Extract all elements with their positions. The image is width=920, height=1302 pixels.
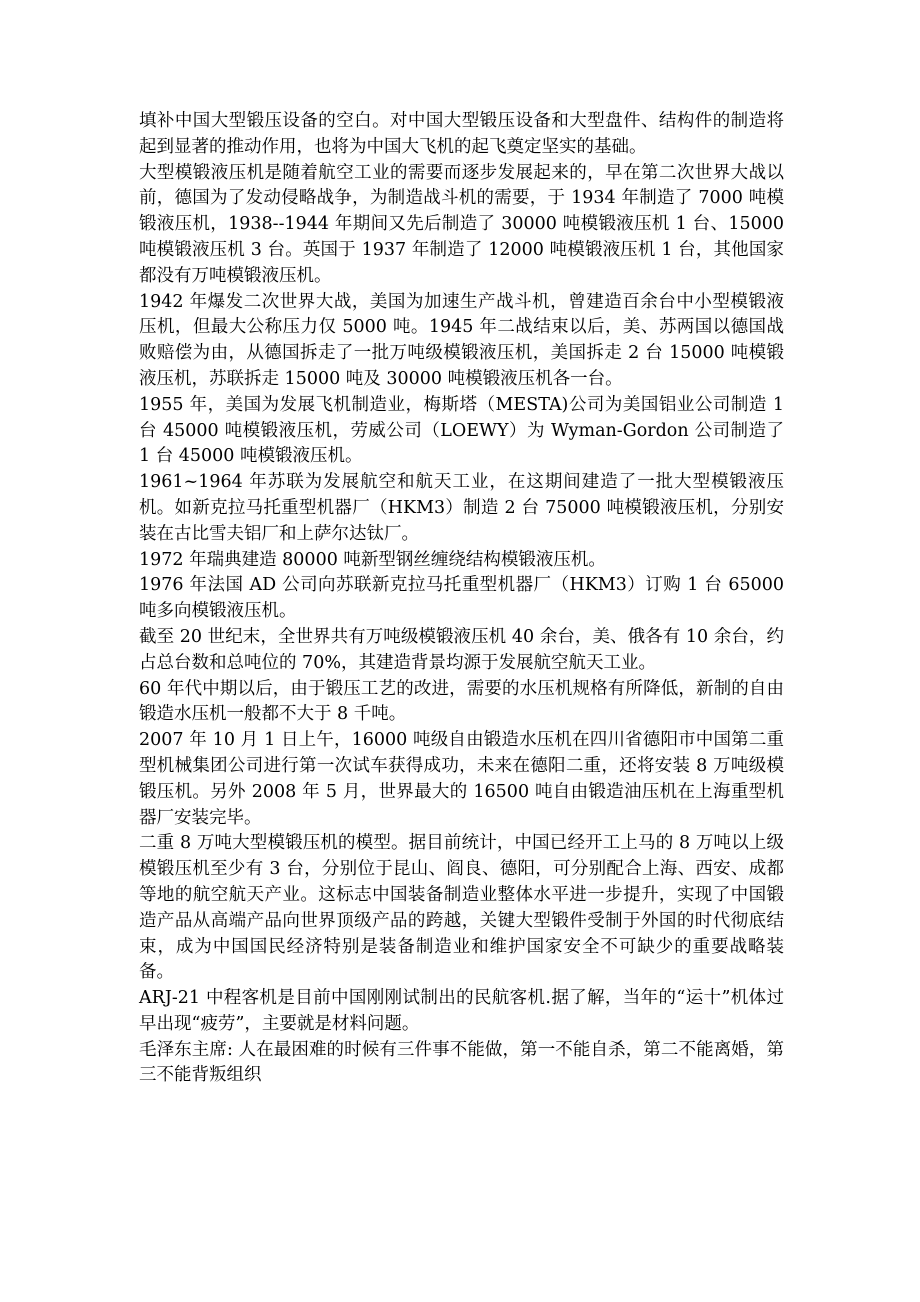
paragraph-6: 1972 年瑞典建造 80000 吨新型钢丝缠绕结构模锻液压机。 [139,549,606,570]
paragraph-1: 填补中国大型锻压设备的空白。对中国大型锻压设备和大型盘件、结构件的制造将起到显著的推动作用，也将为中国大飞机的起飞奠定坚实的基础。 [139,111,784,157]
paragraph-13: 毛泽东主席: 人在最困难的时候有三件事不能做，第一不能自杀，第二不能离婚，第三不能背叛组织 [139,1039,784,1086]
paragraph-7: 1976 年法国 AD 公司向苏联新克拉马托重型机器厂（HKM3）订购 1 台 65000 吨多向模锻液压机。 [139,575,784,622]
paragraph-5: 1961~1964 年苏联为发展航空和航天工业，在这期间建造了一批大型模锻液压机。如新克拉马托重型机器厂（HKM3）制造 2 台 75000 吨模锻液压机，分别安装在古比雪夫铝厂和上萨尔达钛厂。 [139,472,784,544]
paragraph-10: 2007 年 10 月 1 日上午，16000 吨级自由锻造水压机在四川省德阳市中国第二重型机械集团公司进行第一次试车获得成功，未来在德阳二重，还将安装 8 万吨级模锻压机。另外 2008 年 5 月，世界最大的 16500 吨自由锻造油压机在上海重型机器厂安装完毕。 [139,730,784,828]
paragraph-2: 大型模锻液压机是随着航空工业的需要而逐步发展起来的，早在第二次世界大战以前，德国为了发动侵略战争，为制造战斗机的需要，于 1934 年制造了 7000 吨模锻液压机，1938--1944 年期间又先后制造了 30000 吨模锻液压机 1 台、15000 吨模锻液压机 3 台。英国于 1937 年制造了 12000 吨模锻液压机 1 台，其他国家都没有万吨模锻液压机。 [139,162,784,286]
paragraph-12: ARJ-21 中程客机是目前中国刚刚试制出的民航客机.据了解，当年的“运十”机体过早出现“疲劳”，主要就是材料问题。 [139,988,784,1034]
paragraph-11: 二重 8 万吨大型模锻压机的模型。据目前统计，中国已经开工上马的 8 万吨以上级模锻压机至少有 3 台，分别位于昆山、阎良、德阳，可分别配合上海、西安、成都等地的航空航天产业。这标志中国装备制造业整体水平进一步提升，实现了中国锻造产品从高端产品向世界顶级产品的跨越，关键大型锻件受制于外国的时代彻底结束，成为中国国民经济特别是装备制造业和维护国家安全不可缺少的重要战略装备。 [139,833,784,983]
document-body [139,109,784,1089]
paragraph-4: 1955 年，美国为发展飞机制造业，梅斯塔（MESTA)公司为美国铝业公司制造 1 台 45000 吨模锻液压机，劳威公司（LOEWY）为 Wyman-Gordon 公司制造了 1 台 45000 吨模锻液压机。 [139,394,784,467]
paragraph-3: 1942 年爆发二次世界大战，美国为加速生产战斗机，曾建造百余台中小型模锻液压机，但最大公称压力仅 5000 吨。1945 年二战结束以后，美、苏两国以德国战败赔偿为由，从德国拆走了一批万吨级模锻液压机，美国拆走 2 台 15000 吨模锻液压机，苏联拆走 15000 吨及 30000 吨模锻液压机各一台。 [139,291,784,389]
paragraph-8: 截至 20 世纪末，全世界共有万吨级模锻液压机 40 余台，美、俄各有 10 余台，约占总台数和总吨位的 70%，其建造背景均源于发展航空航天工业。 [139,626,784,673]
paragraph-9: 60 年代中期以后，由于锻压工艺的改进，需要的水压机规格有所降低，新制的自由锻造水压机一般都不大于 8 千吨。 [139,678,785,725]
